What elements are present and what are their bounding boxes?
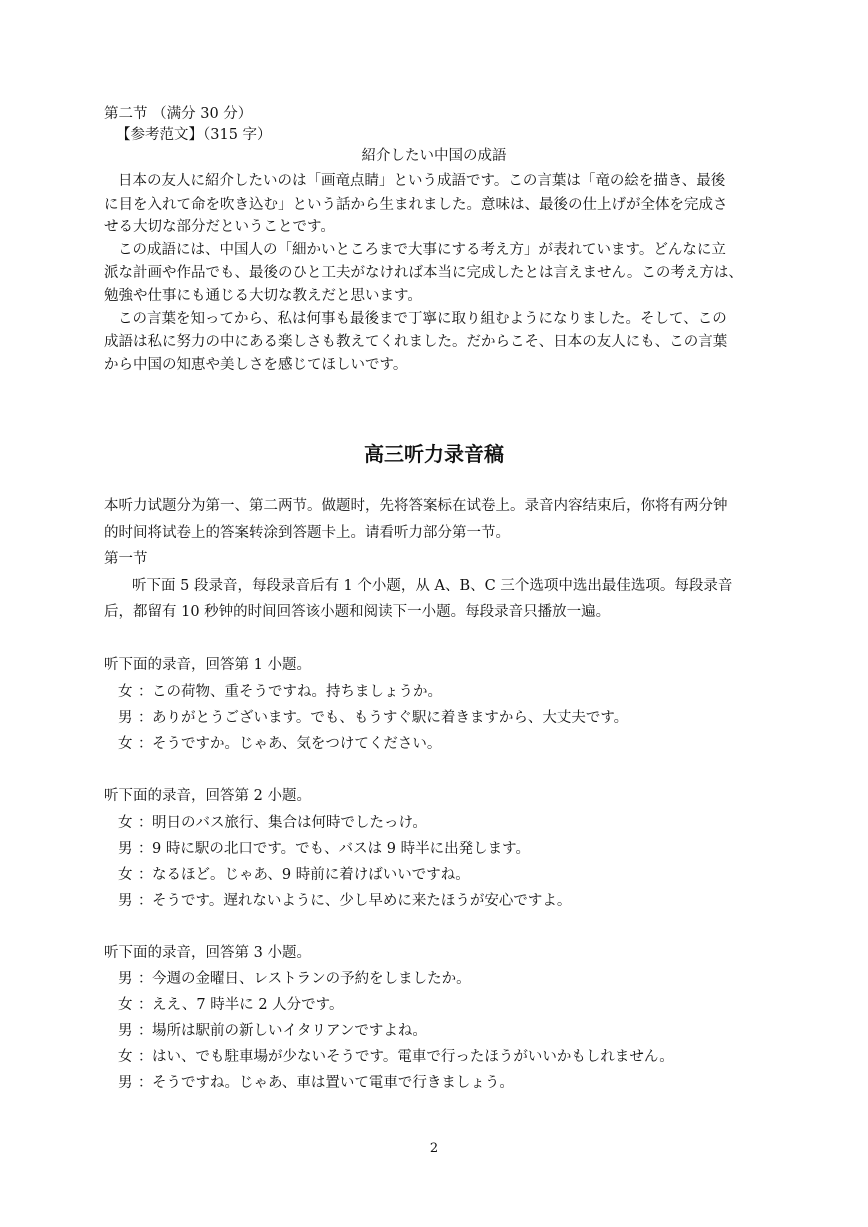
essay-line: に目を入れて命を吹き込む」という話から生まれました。意味は、最後の仕上げが全体を完成さ (104, 197, 728, 213)
essay-line: せる大切な部分だということです。 (104, 219, 335, 235)
dialogue-line (118, 839, 530, 859)
speaker: 男 (118, 841, 133, 857)
utterance: 明日のバス旅行、集合は何時でしたっけ。 (152, 815, 427, 831)
separator: ： (138, 1049, 153, 1065)
utterance: ありがとうございます。でも、もうすぐ駅に着きますから、大丈夫です。 (152, 710, 629, 726)
page-number: 2 (429, 1141, 439, 1156)
section-header: 第二节 （满分 30 分） (104, 106, 253, 122)
dialogue-prompt: 听下面的录音，回答第 1 小题。 (104, 657, 311, 673)
utterance: 9 時に駅の北口です。でも、バスは 9 時半に出発します。 (152, 841, 530, 857)
separator: ： (138, 867, 153, 883)
separator: ： (138, 1023, 153, 1039)
essay-line: 日本の友人に紹介したいのは「画竜点睛」という成語です。この言葉は「竜の絵を描き、最後 (118, 173, 726, 189)
dialogue-line (118, 1047, 674, 1067)
dialogue-prompt: 听下面的录音，回答第 2 小题。 (104, 788, 311, 804)
essay-title: 紹介したい中国の成語 (361, 148, 507, 164)
separator: ： (138, 684, 153, 700)
dialogue-line (118, 708, 628, 728)
separator: ： (138, 1075, 153, 1091)
dialogue-line (118, 1021, 427, 1041)
utterance: はい、でも駐車場が少ないそうです。電車で行ったほうがいいかもしれません。 (152, 1049, 674, 1065)
speaker: 女 (118, 1049, 133, 1065)
utterance: なるほど。じゃあ、9 時前に着けばいいですね。 (152, 867, 470, 883)
separator: ： (138, 815, 153, 831)
instruction-line: 后，都留有 10 秒钟的时间回答该小题和阅读下一小题。每段录音只播放一遍。 (104, 604, 611, 620)
essay-line: 成語は私に努力の中にある楽しさも教えてくれました。だからこそ、日本の友人にも、この言葉 (104, 334, 728, 350)
speaker: 女 (118, 684, 133, 700)
speaker: 女 (118, 815, 133, 831)
dialogue-line (118, 734, 441, 754)
reference-label: 【参考范文】（315 字） (116, 127, 272, 143)
utterance: 場所は駅前の新しいイタリアンですよね。 (152, 1023, 427, 1039)
speaker: 男 (118, 1075, 133, 1091)
speaker: 女 (118, 736, 133, 752)
dialogue-prompt: 听下面的录音，回答第 3 小题。 (104, 945, 311, 961)
dialogue-line (118, 813, 427, 833)
dialogue-line (118, 891, 571, 911)
separator: ： (138, 736, 153, 752)
instruction-line: 听下面 5 段录音，每段录音后有 1 个小题，从 A、B、C 三个选项中选出最佳选项。每段录音 (132, 578, 733, 594)
separator: ： (138, 841, 153, 857)
dialogue-line (118, 682, 442, 702)
dialogue-line (118, 969, 471, 989)
intro-line: 的时间将试卷上的答案转涂到答题卡上。请看听力部分第一节。 (104, 525, 510, 541)
speaker: 女 (118, 997, 133, 1013)
utterance: この荷物、重そうですね。持ちましょうか。 (152, 684, 442, 700)
utterance: そうですね。じゃあ、車は置いて電車で行きましょう。 (152, 1075, 514, 1091)
utterance: ええ、7 時半に 2 人分です。 (152, 997, 344, 1013)
speaker: 女 (118, 867, 133, 883)
document-title: 高三听力录音稿 (364, 442, 504, 466)
dialogue-line (118, 1073, 514, 1093)
essay-line: この成語には、中国人の「細かいところまで大事にする考え方」が表れています。どんなに立 (118, 242, 726, 258)
essay-line: 勉強や仕事にも通じる大切な教えだと思います。 (104, 288, 422, 304)
utterance: 今週の金曜日、レストランの予約をしましたか。 (152, 971, 471, 987)
separator: ： (138, 997, 153, 1013)
intro-line: 本听力试题分为第一、第二两节。做题时，先将答案标在试卷上。录音内容结束后，你将有两分钟 (104, 498, 728, 514)
separator: ： (138, 893, 153, 909)
speaker: 男 (118, 971, 133, 987)
utterance: そうですか。じゃあ、気をつけてください。 (152, 736, 442, 752)
separator: ： (138, 710, 153, 726)
speaker: 男 (118, 893, 133, 909)
dialogue-line (118, 995, 344, 1015)
separator: ： (138, 971, 153, 987)
essay-line: 派な計画や作品でも、最後のひと工夫がなければ本当に完成したとは言えません。この考え方は、 (104, 265, 743, 281)
essay-line: この言葉を知ってから、私は何事も最後まで丁寧に取り組むようになりました。そして、この (118, 311, 727, 327)
speaker: 男 (118, 710, 133, 726)
dialogue-line (118, 865, 470, 885)
speaker: 男 (118, 1023, 133, 1039)
essay-line: から中国の知恵や美しさを感じてほしいです。 (104, 357, 408, 373)
utterance: そうです。遅れないように、少し早めに来たほうが安心ですよ。 (152, 893, 572, 909)
part-label: 第一节 (104, 551, 148, 567)
